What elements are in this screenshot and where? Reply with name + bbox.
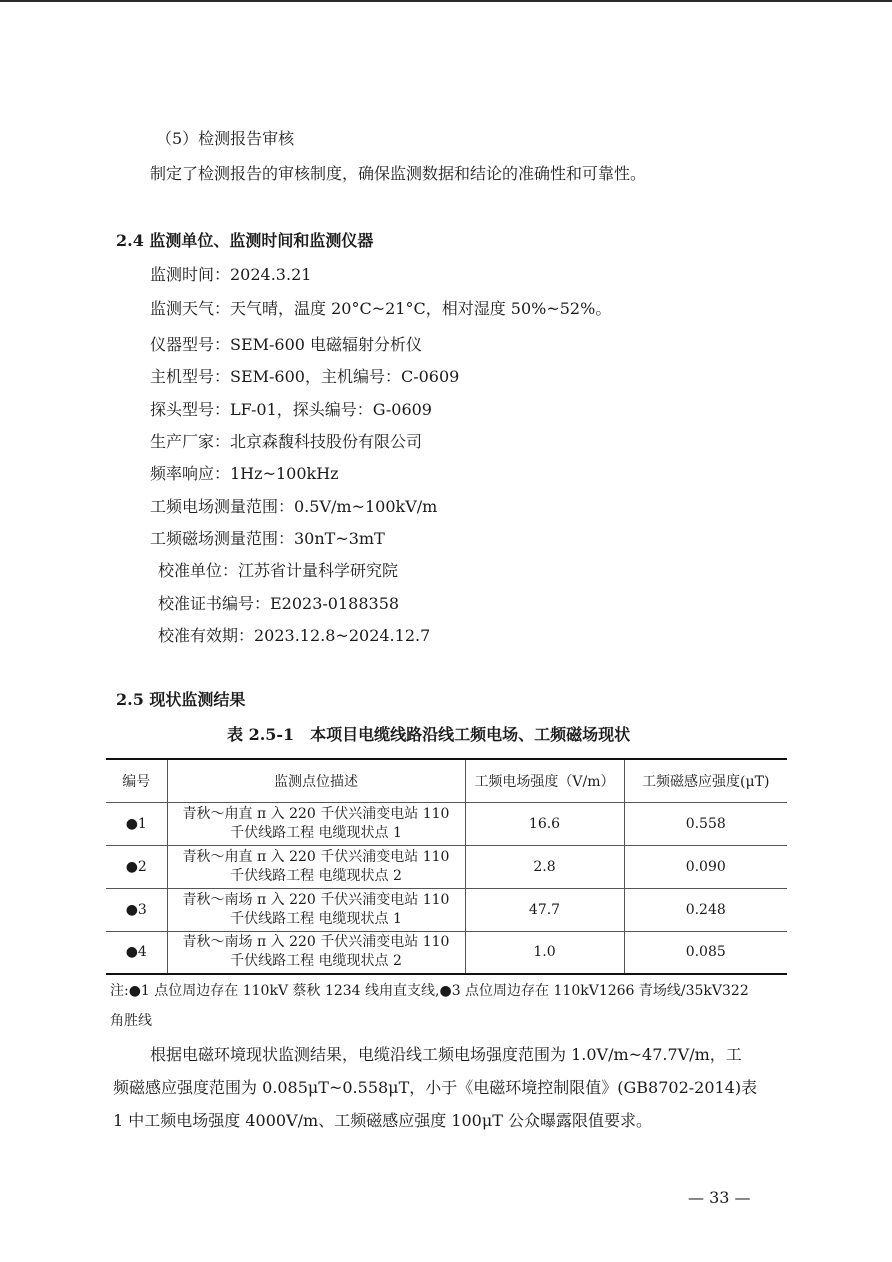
results-table: [106, 758, 787, 975]
calibration-cert: 校准证书编号：E2023-0188358: [158, 594, 400, 613]
table-row: [106, 845, 787, 888]
cell-m-field: 0.248: [624, 888, 787, 931]
desc-line: 青秋～南场 π 入 220 千伏兴浦变电站 110: [182, 934, 450, 951]
header-id: 编号: [106, 759, 167, 802]
table-header-row: [106, 759, 787, 802]
table-row: [106, 931, 787, 974]
desc-line: 千伏线路工程 电缆现状点 2: [230, 867, 402, 884]
cell-id: ●4: [106, 931, 167, 974]
header-m-field: 工频磁感应强度(μT): [624, 759, 787, 802]
table-note-line1: 注:●1 点位周边存在 110kV 蔡秋 1234 线甪直支线,●3 点位周边存在 110kV1266 青场线/35kV322: [110, 983, 749, 999]
monitor-weather: 监测天气：天气晴，温度 20°C~21°C，相对湿度 50%~52%。: [150, 299, 612, 318]
conclusion-line1: 根据电磁环境现状监测结果，电缆沿线工频电场强度范围为 1.0V/m~47.7V/m，工: [150, 1045, 742, 1064]
host-model: 主机型号：SEM-600，主机编号：C-0609: [150, 367, 460, 386]
header-e-field: 工频电场强度（V/m）: [465, 759, 624, 802]
cell-desc: [167, 845, 465, 888]
section-5-heading: （5）检测报告审核: [156, 129, 295, 148]
calibration-validity: 校准有效期：2023.12.8~2024.12.7: [158, 626, 431, 645]
probe-model: 探头型号：LF-01，探头编号：G-0609: [150, 400, 432, 419]
desc-line: 千伏线路工程 电缆现状点 1: [230, 824, 402, 841]
desc-line: 青秋～甪直 π 入 220 千伏兴浦变电站 110: [182, 805, 450, 822]
desc-line: 青秋～南场 π 入 220 千伏兴浦变电站 110: [182, 891, 450, 908]
cell-m-field: 0.090: [624, 845, 787, 888]
conclusion-line2: 频磁感应强度范围为 0.085μT~0.558μT，小于《电磁环境控制限值》(GB8702-2014)表: [113, 1078, 758, 1097]
section-5-text: 制定了检测报告的审核制度，确保监测数据和结论的准确性和可靠性。: [150, 164, 647, 183]
cell-id: ●1: [106, 802, 167, 845]
conclusion-line3: 1 中工频电场强度 4000V/m、工频磁感应强度 100μT 公众曝露限值要求。: [113, 1111, 652, 1130]
cell-e-field: 1.0: [465, 931, 624, 974]
page-number: — 33 —: [688, 1188, 751, 1207]
monitor-time: 监测时间：2024.3.21: [150, 265, 312, 284]
table-note-line2: 角胜线: [110, 1013, 152, 1029]
desc-line: 千伏线路工程 电缆现状点 2: [230, 953, 402, 970]
manufacturer: 生产厂家：北京森馥科技股份有限公司: [150, 432, 423, 451]
table-caption: 表 2.5-1 本项目电缆线路沿线工频电场、工频磁场现状: [227, 725, 631, 744]
section-2-4-heading: 2.4 监测单位、监测时间和监测仪器: [116, 231, 374, 250]
cell-e-field: 16.6: [465, 802, 624, 845]
table-row: [106, 802, 787, 845]
frequency-response: 频率响应：1Hz~100kHz: [150, 464, 339, 483]
m-field-range: 工频磁场测量范围：30nT~3mT: [150, 529, 385, 548]
cell-id: ●2: [106, 845, 167, 888]
cell-e-field: 47.7: [465, 888, 624, 931]
header-desc: 监测点位描述: [167, 759, 465, 802]
cell-e-field: 2.8: [465, 845, 624, 888]
instrument-model: 仪器型号：SEM-600 电磁辐射分析仪: [150, 335, 423, 354]
cell-id: ●3: [106, 888, 167, 931]
calibration-unit: 校准单位：江苏省计量科学研究院: [158, 561, 399, 580]
e-field-range: 工频电场测量范围：0.5V/m~100kV/m: [150, 497, 438, 516]
cell-desc: [167, 802, 465, 845]
table-row: [106, 888, 787, 931]
cell-m-field: 0.558: [624, 802, 787, 845]
section-2-5-heading: 2.5 现状监测结果: [116, 690, 246, 709]
desc-line: 青秋～甪直 π 入 220 千伏兴浦变电站 110: [182, 848, 450, 865]
cell-m-field: 0.085: [624, 931, 787, 974]
cell-desc: [167, 888, 465, 931]
top-rule: [0, 0, 892, 2]
cell-desc: [167, 931, 465, 974]
desc-line: 千伏线路工程 电缆现状点 1: [230, 910, 402, 927]
